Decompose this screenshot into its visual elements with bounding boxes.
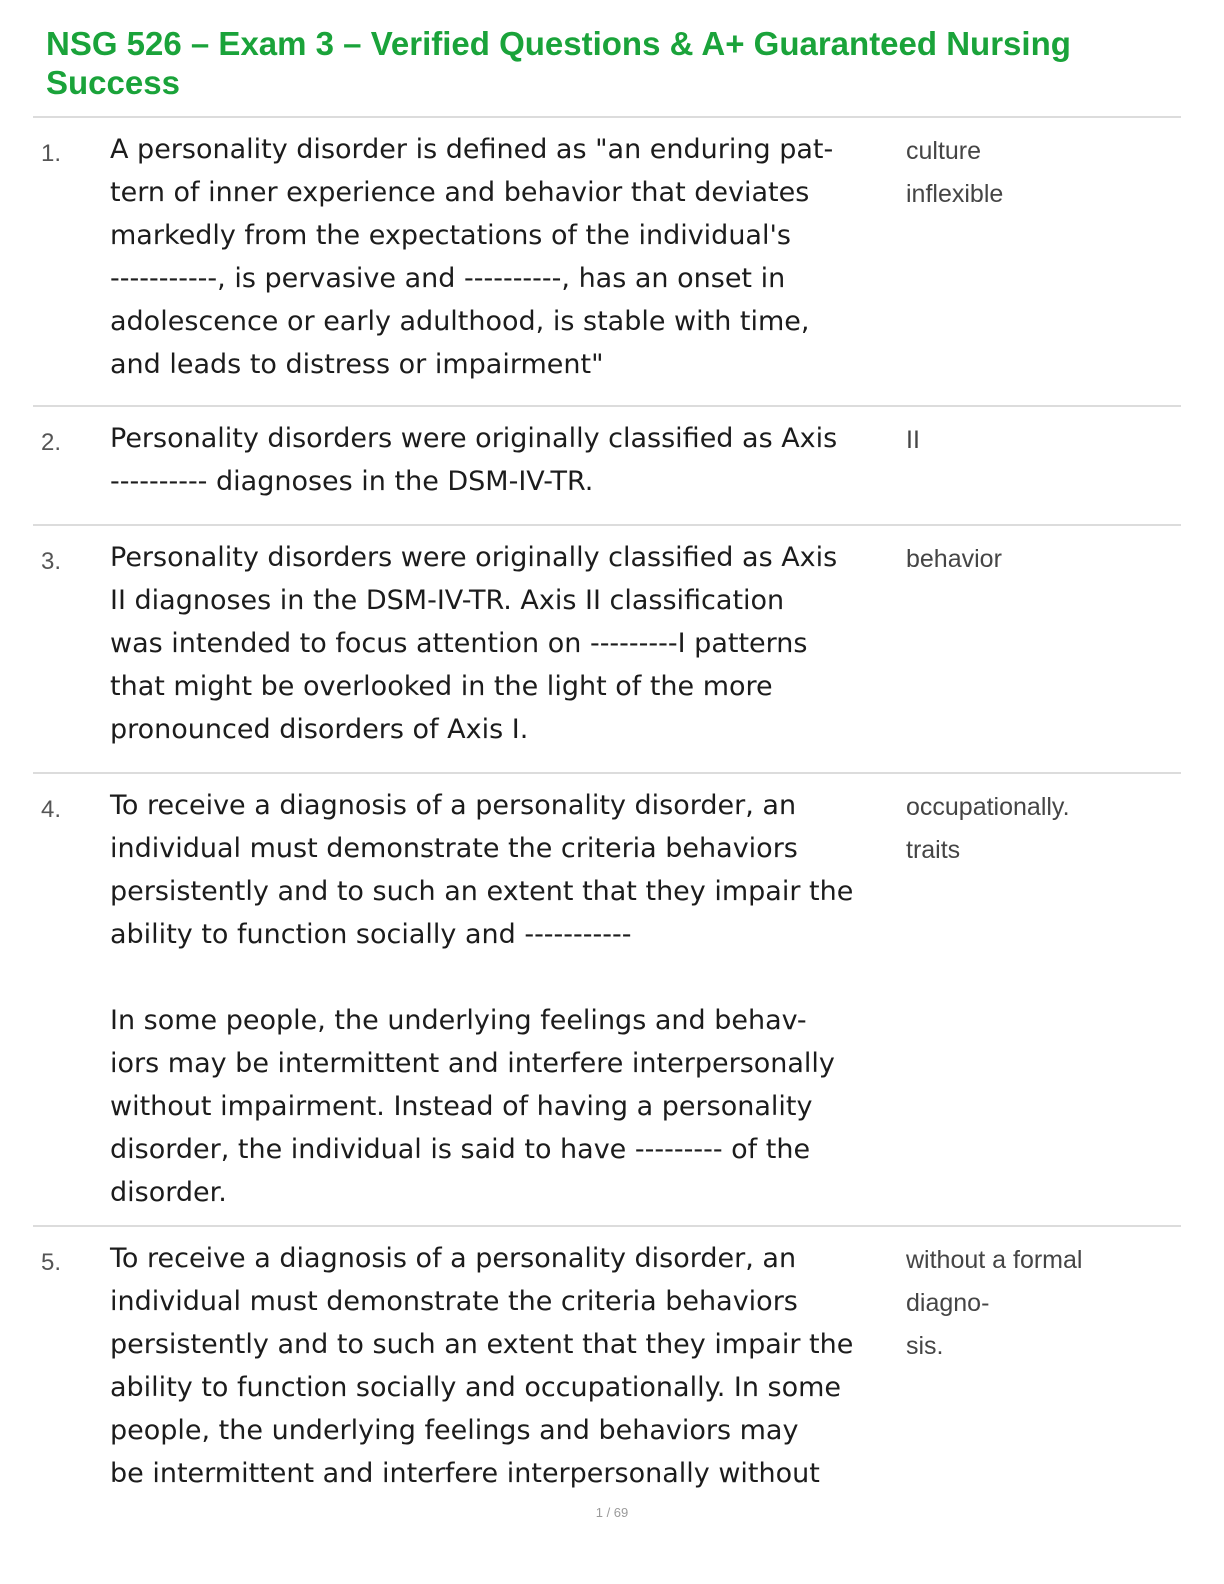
question-list bbox=[33, 118, 1181, 1547]
question-text: Personality disorders were originally classified as Axis II diagnoses in the DSM-IV-TR. Axis II classification was intended to focus attention on ---------I patterns that might be overlooked in the light of the more pronounced disorders of Axis I. bbox=[110, 542, 838, 745]
document-title: NSG 526 – Exam 3 – Verified Questions & A+ Guaranteed Nursing Success bbox=[46, 25, 1071, 101]
question-text: Personality disorders were originally classified as Axis ---------- diagnoses in the DSM-IV-TR. bbox=[110, 423, 838, 497]
question-text: To receive a diagnosis of a personality disorder, an individual must demonstrate the criteria behaviors persistently and to such an extent that they impair the ability to function socially and ----------- In some people, the underlying feelings and behav- iors may be intermittent and interfere interpersonally without impairment. Instead of having a personality disorder, the individual is said to have --------- of the disorder. bbox=[110, 790, 854, 1208]
question-number: 3. bbox=[41, 548, 62, 575]
question-text: A personality disorder is defined as "an enduring pat- tern of inner experience and behavior that deviates markedly from the expectations of the individual's -----------, is pervasive and ----------, has an onset in adolescence or early adulthood, is stable with time, and leads to distress or impairment" bbox=[110, 134, 834, 380]
answer-text: culture inflexible bbox=[906, 137, 1004, 208]
question-number: 5. bbox=[41, 1249, 62, 1276]
answer-text: without a formal diagno- sis. bbox=[906, 1246, 1083, 1360]
question-number: 1. bbox=[41, 140, 62, 167]
question-item bbox=[33, 526, 1181, 774]
question-number: 4. bbox=[41, 796, 62, 823]
answer-text: occupationally. traits bbox=[906, 793, 1070, 864]
page-number: 1 / 69 bbox=[595, 1505, 629, 1520]
question-item bbox=[33, 118, 1181, 407]
question-item bbox=[33, 1227, 1181, 1547]
answer-text: II bbox=[906, 426, 920, 454]
question-text: To receive a diagnosis of a personality disorder, an individual must demonstrate the criteria behaviors persistently and to such an extent that they impair the ability to function socially and occupationally. In some people, the underlying feelings and behaviors may be intermittent and interfere interpersonally without bbox=[110, 1243, 854, 1489]
answer-text: behavior bbox=[906, 545, 1002, 573]
question-number: 2. bbox=[41, 429, 62, 456]
question-item bbox=[33, 774, 1181, 1227]
question-item bbox=[33, 407, 1181, 526]
